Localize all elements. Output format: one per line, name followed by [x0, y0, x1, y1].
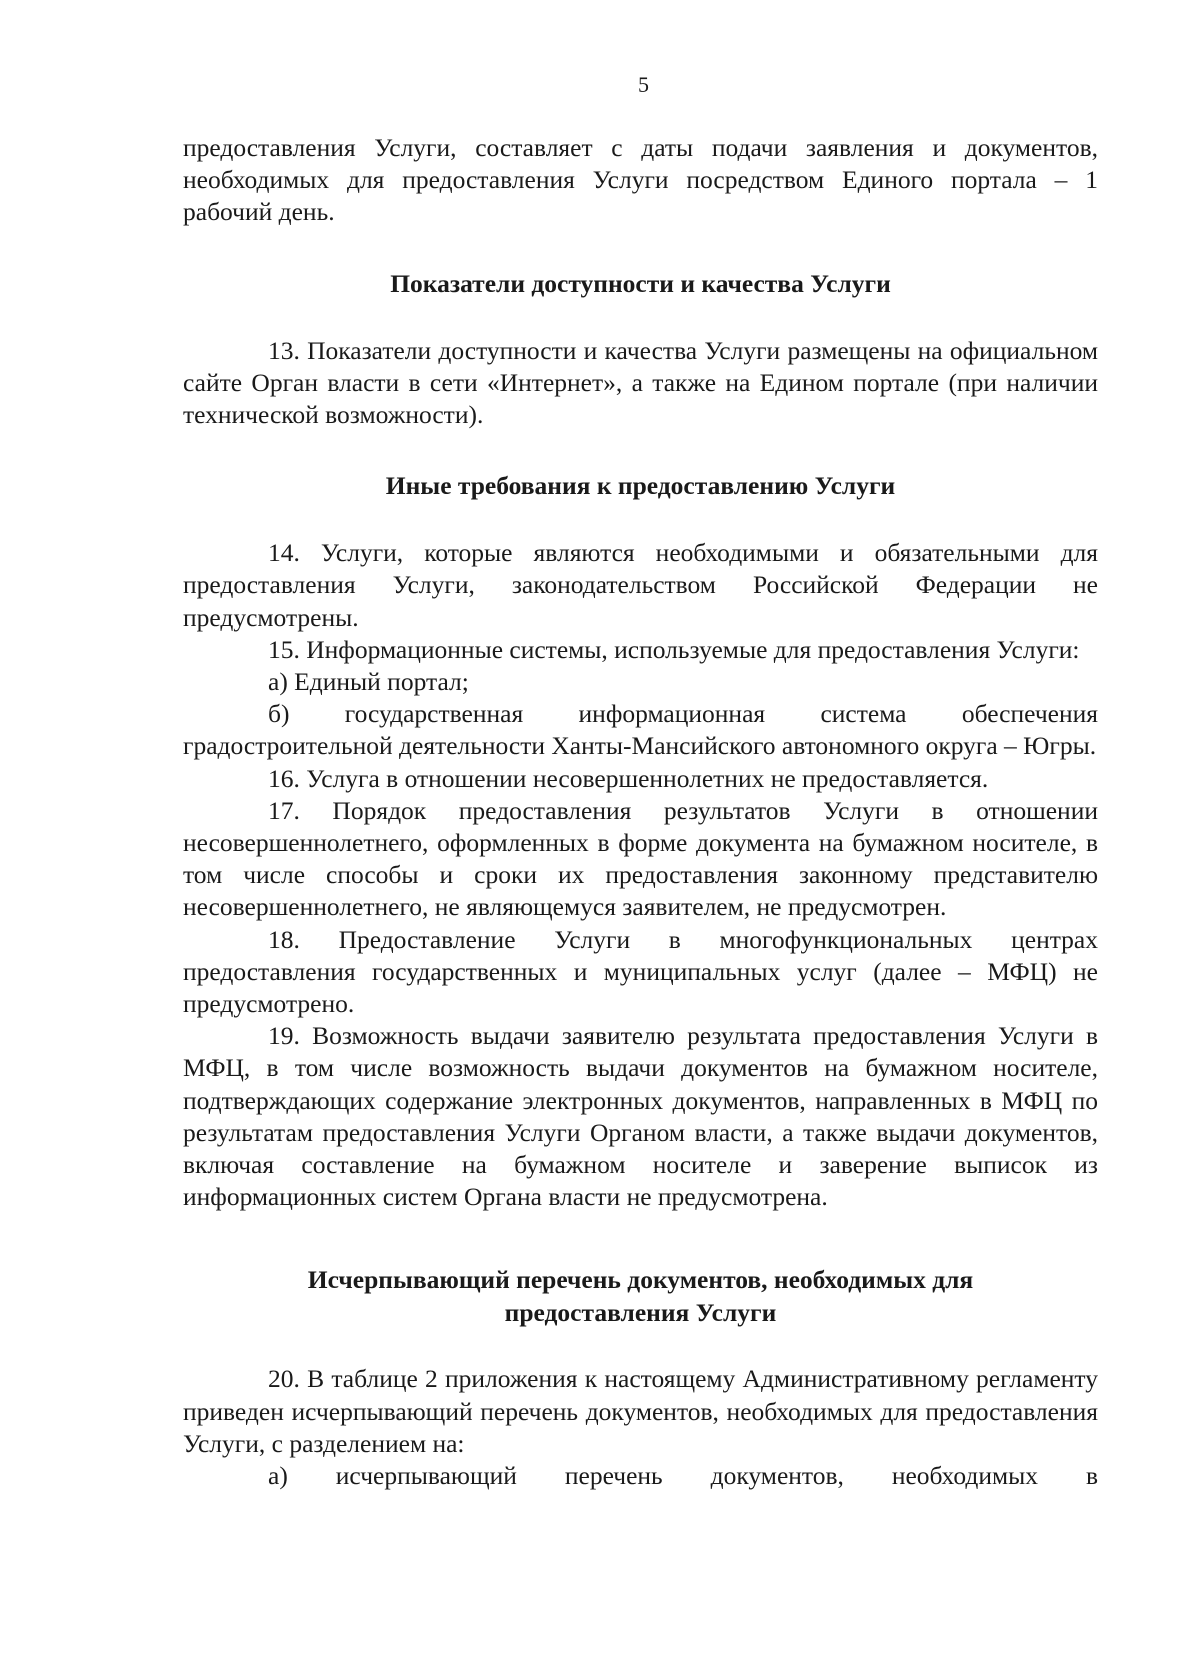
section-heading-availability: Показатели доступности и качества Услуги: [390, 268, 891, 298]
paragraph-16: 16. Услуга в отношении несовершеннолетних не предоставляется.: [268, 763, 989, 793]
paragraph-20a: [183, 1460, 1098, 1492]
paragraph-20a-word: в: [1085, 1461, 1098, 1491]
paragraph-15a: а) Единый портал;: [268, 667, 469, 697]
paragraph-20a-word: перечень: [564, 1461, 663, 1491]
section-heading-documents-line2: предоставления Услуги: [504, 1298, 777, 1328]
paragraph-18: 18. Предоставление Услуги в многофункциональных центрах предоставления государственных и муниципальных услуг (далее – МФЦ) не предусмотрено.: [183, 924, 1098, 1019]
section-heading-documents-line1: Исчерпывающий перечень документов, необходимых для: [307, 1265, 974, 1295]
paragraph-17: 17. Порядок предоставления результатов Услуги в отношении несовершеннолетнего, оформленных в форме документа на бумажном носителе, в том числе способы и сроки их предоставления законному представителю несовершеннолетнего, не являющемуся заявителем, не предусмотрен.: [183, 795, 1098, 922]
paragraph-20a-word: исчерпывающий: [335, 1461, 517, 1491]
paragraph-15b: б) государственная информационная система обеспечения градостроительной деятельности Ханты-Мансийского автономного округа – Югры.: [183, 699, 1098, 761]
paragraph-20a-word: документов,: [710, 1461, 844, 1491]
section-heading-other-requirements: Иные требования к предоставлению Услуги: [385, 471, 896, 501]
paragraph-13: 13. Показатели доступности и качества Услуги размещены на официальном сайте Орган власти в сети «Интернет», а также на Едином портале (при наличии технической возможности).: [183, 335, 1098, 430]
paragraph-20: 20. В таблице 2 приложения к настоящему Административному регламенту приведен исчерпывающий перечень документов, необходимых для предоставления Услуги, с разделением на:: [183, 1364, 1098, 1458]
page-number: 5: [638, 72, 649, 97]
document-page: [183, 60, 1098, 1492]
paragraph-20a-word: а): [268, 1461, 288, 1491]
paragraph-19: 19. Возможность выдачи заявителю результата предоставления Услуги в МФЦ, в том числе возможность выдачи документов на бумажном носителе, подтверждающих содержание электронных документов, направленных в МФЦ по результатам предоставления Услуги Органом власти, а также выдачи документов, включая составление на бумажном носителе и заверение выписок из информационных систем Органа власти не предусмотрена.: [183, 1021, 1098, 1212]
paragraph-15: 15. Информационные системы, используемые для предоставления Услуги:: [268, 634, 1080, 664]
paragraph-14: 14. Услуги, которые являются необходимыми и обязательными для предоставления Услуги, законодательством Российской Федерации не предусмотрены.: [183, 538, 1098, 632]
paragraph-20a-word: необходимых: [891, 1461, 1038, 1491]
section-heading-documents: [183, 1263, 1098, 1329]
intro-paragraph: предоставления Услуги, составляет с даты подачи заявления и документов, необходимых для предоставления Услуги посредством Единого портала – 1 рабочий день.: [183, 133, 1098, 227]
